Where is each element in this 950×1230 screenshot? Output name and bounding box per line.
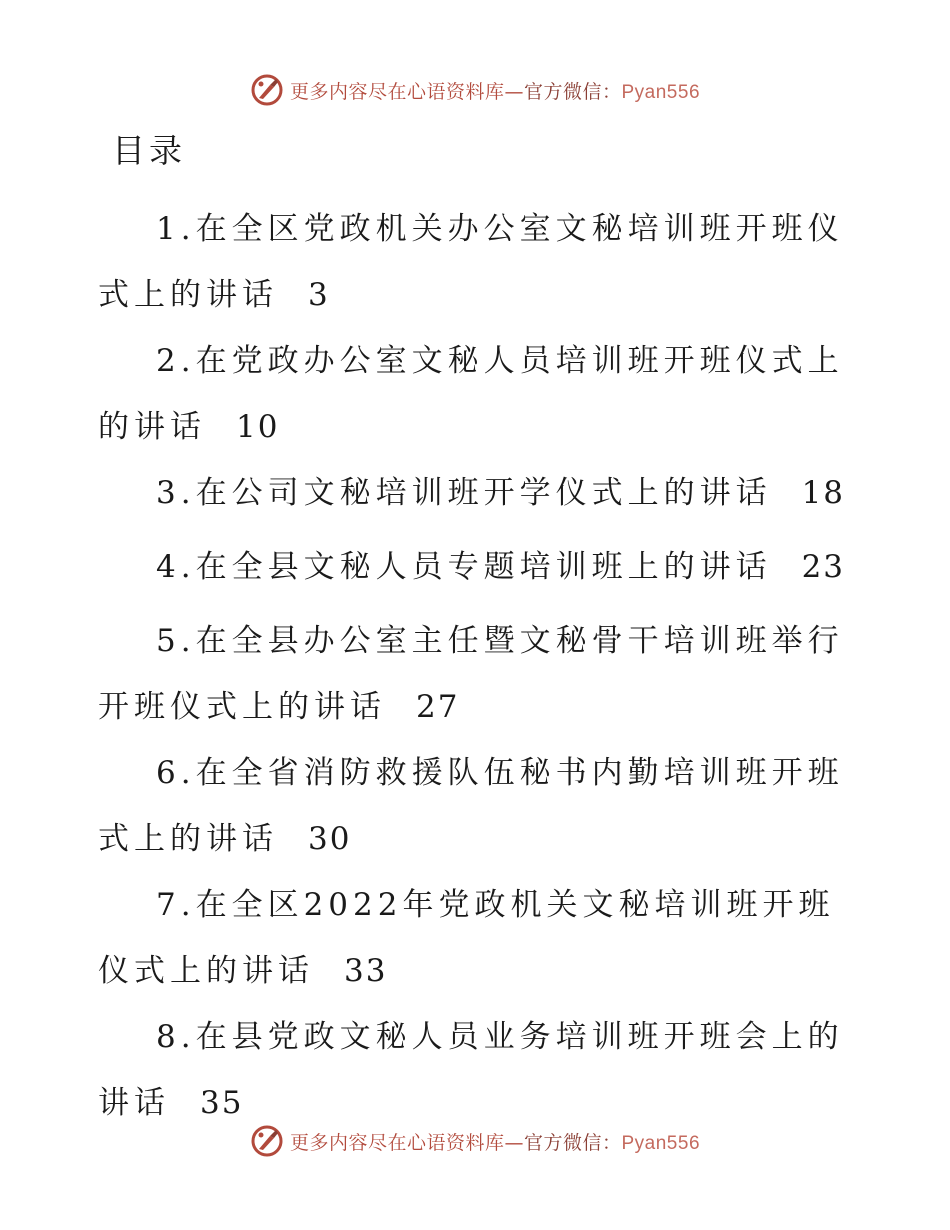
banner-text: 更多内容尽在心语资料库—官方微信：Pyan556 [289, 1131, 701, 1154]
toc-item-page: 18 [801, 475, 846, 511]
toc-item-page: 27 [416, 689, 460, 725]
toc-item[interactable] [98, 460, 858, 526]
toc-item-page: 35 [200, 1085, 244, 1121]
toc-item[interactable] [98, 608, 858, 740]
toc-item-page: 23 [801, 549, 846, 585]
banner-text: 更多内容尽在心语资料库—官方微信：Pyan556 [289, 80, 701, 103]
toc-item[interactable] [98, 196, 858, 328]
toc-list [98, 196, 858, 1136]
toc-item-text: 3.在公司文秘培训班开学仪式上的讲话 [156, 475, 772, 511]
toc-item[interactable] [98, 740, 858, 872]
toc-item-text: 8.在县党政文秘人员业务培训班开班会上的讲话 [98, 1019, 844, 1121]
toc-item-text: 5.在全县办公室主任暨文秘骨干培训班举行开班仪式上的讲话 [98, 623, 844, 725]
toc-item-text: 7.在全区2022年党政机关文秘培训班开班仪式上的讲话 [98, 887, 835, 989]
toc-item-text: 1.在全区党政机关办公室文秘培训班开班仪式上的讲话 [98, 211, 844, 313]
toc-item-page: 3 [308, 277, 330, 313]
toc-item-text: 6.在全省消防救援队伍秘书内勤培训班开班式上的讲话 [98, 755, 844, 857]
brush-logo-icon [250, 1124, 284, 1158]
brush-logo-icon [250, 73, 284, 107]
toc-item[interactable] [98, 534, 858, 600]
toc-item-text: 4.在全县文秘人员专题培训班上的讲话 [156, 549, 772, 585]
footer-banner [0, 1121, 950, 1161]
toc-item-page: 30 [308, 821, 352, 857]
toc-item-text: 2.在党政办公室文秘人员培训班开班仪式上的讲话 [98, 343, 844, 445]
toc-item-page: 10 [236, 409, 280, 445]
toc-item[interactable] [98, 328, 858, 460]
toc-title: 目录 [112, 131, 186, 170]
header-banner [0, 70, 950, 110]
toc-item[interactable] [98, 872, 858, 1004]
toc-item[interactable] [98, 1004, 858, 1136]
toc-item-page: 33 [344, 953, 388, 989]
